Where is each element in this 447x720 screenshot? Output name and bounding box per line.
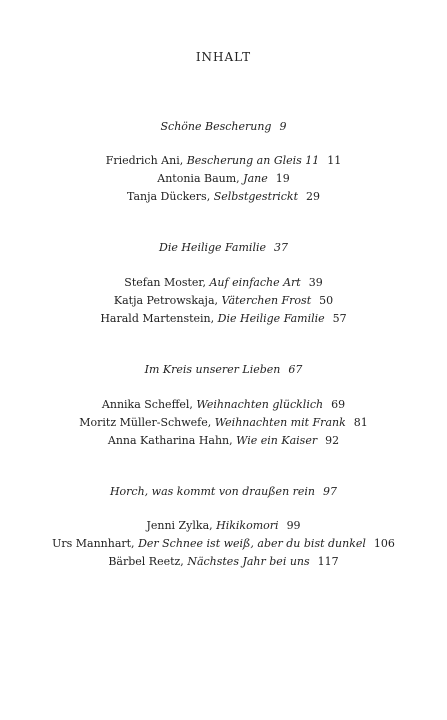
entry-work: Selbstgestrickt [213,190,299,203]
section-heading [0,241,447,254]
toc-entry [0,294,447,307]
toc-entry [0,416,447,429]
section-page-number: 67 [288,363,303,376]
section-title: Im Kreis unserer Lieben [144,363,281,376]
entry-page-number: 106 [373,537,395,550]
section-heading [0,363,447,376]
entry-work: Die Heilige Familie [217,312,325,325]
entry-author: Bärbel Reetz, [108,555,184,568]
entry-author: Katja Petrowskaja, [113,294,219,307]
entry-page-number: 11 [327,154,342,167]
entry-work: Bescherung an Gleis 11 [186,154,320,167]
section-page-number: 97 [323,485,338,498]
entry-work: Auf einfache Art [209,276,301,289]
entry-work: Hikikomori [216,519,279,532]
toc-entry [0,555,447,568]
toc-entry [0,190,447,203]
entry-work: Der Schnee ist weiß, aber du bist dunkel [138,537,366,550]
entry-page-number: 57 [332,312,347,325]
toc-entry [0,312,447,325]
entry-author: Antonia Baum, [157,172,240,185]
entry-work: Väterchen Frost [221,294,312,307]
entry-author: Tanja Dückers, [126,190,211,203]
entry-work: Weihnachten glücklich [196,398,324,411]
entry-page-number: 81 [353,416,368,429]
toc-entry [0,276,447,289]
toc-entry [0,434,447,447]
page-title: INHALT [195,50,252,64]
section-page-number: 9 [279,120,287,133]
entry-page-number: 117 [317,555,339,568]
entry-author: Annika Scheffel, [101,398,193,411]
entry-work: Wie ein Kaiser [236,434,318,447]
section-heading [0,120,447,133]
toc-entry [0,154,447,167]
entry-page-number: 29 [306,190,321,203]
entry-page-number: 50 [319,294,334,307]
entry-work: Weihnachten mit Frank [214,416,346,429]
section-title: Schöne Bescherung [160,120,272,133]
entry-work: Nächstes Jahr bei uns [187,555,310,568]
entry-page-number: 39 [308,276,323,289]
toc-entry [0,398,447,411]
entry-author: Friedrich Ani, [105,154,184,167]
entry-page-number: 92 [325,434,340,447]
section-title: Horch, was kommt von draußen rein [109,485,316,498]
section-title: Die Heilige Familie [159,241,266,254]
entry-page-number: 69 [331,398,346,411]
section-page-number: 37 [274,241,288,254]
toc-entry [0,519,447,532]
entry-author: Anna Katharina Hahn, [107,434,233,447]
entry-work: Jane [243,172,268,185]
entry-author: Jenni Zylka, [146,519,213,532]
entry-author: Harald Martenstein, [100,312,215,325]
section-heading [0,485,447,498]
entry-page-number: 99 [286,519,301,532]
toc-entry [0,172,447,185]
entry-author: Stefan Moster, [124,276,206,289]
entry-author: Moritz Müller-Schwefe, [79,416,212,429]
entry-page-number: 19 [275,172,290,185]
toc-entry [0,537,447,550]
entry-author: Urs Mannhart, [52,537,135,550]
